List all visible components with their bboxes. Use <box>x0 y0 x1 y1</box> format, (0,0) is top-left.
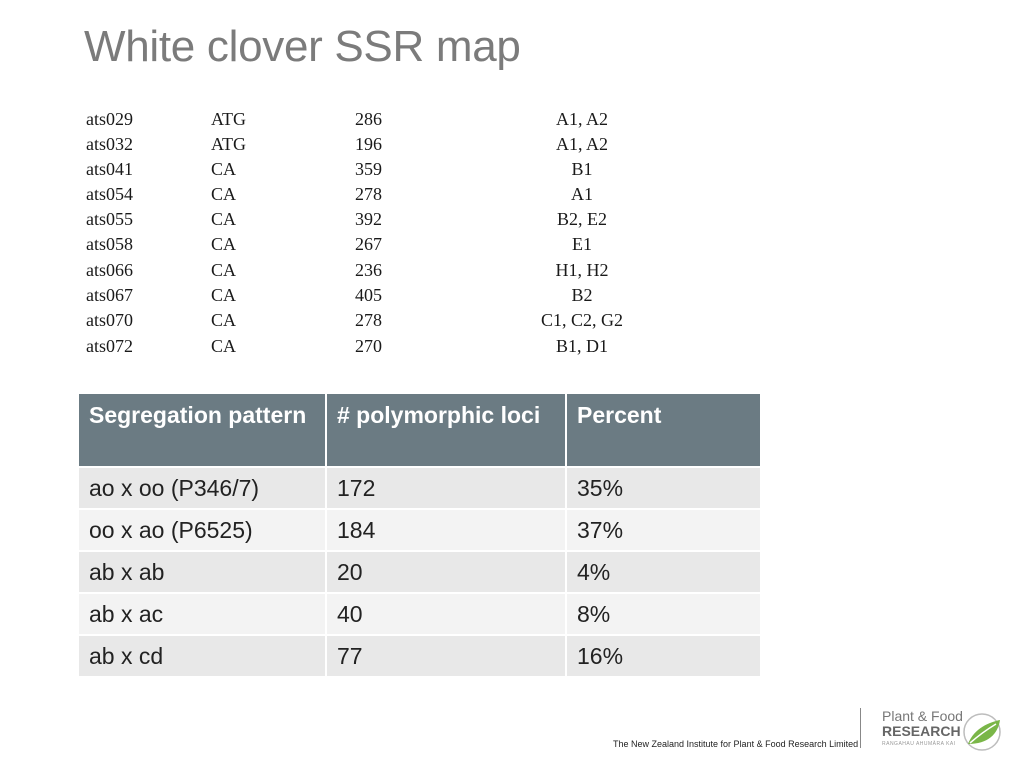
ssr-locus: ats054 <box>86 184 133 204</box>
ssr-row <box>72 336 650 361</box>
ssr-row <box>72 209 650 234</box>
slide-title: White clover SSR map <box>84 22 521 71</box>
header-percent: Percent <box>567 394 760 466</box>
ssr-size: 278 <box>355 310 382 330</box>
ssr-locus: ats032 <box>86 134 133 154</box>
table-row <box>79 468 760 508</box>
ssr-linkage-group: H1, H2 <box>555 260 609 280</box>
ssr-size: 359 <box>355 159 382 179</box>
table-row <box>79 594 760 634</box>
ssr-locus: ats066 <box>86 260 133 280</box>
ssr-motif: CA <box>211 184 237 204</box>
ssr-size: 196 <box>355 134 382 154</box>
ssr-row <box>72 285 650 310</box>
ssr-linkage-group: B2 <box>571 285 593 305</box>
ssr-motif: ATG <box>211 134 246 154</box>
ssr-motif: CA <box>211 159 237 179</box>
footer-divider <box>860 708 861 748</box>
table-row <box>79 552 760 592</box>
ssr-size: 267 <box>355 234 382 254</box>
ssr-motif: CA <box>211 285 237 305</box>
ssr-motif: CA <box>211 336 237 356</box>
ssr-size: 286 <box>355 109 382 129</box>
ssr-locus: ats041 <box>86 159 133 179</box>
cell-pattern: ab x ab <box>79 552 325 592</box>
ssr-row <box>72 234 650 259</box>
ssr-size: 270 <box>355 336 382 356</box>
ssr-linkage-group: B1, D1 <box>555 336 608 356</box>
ssr-motif: CA <box>211 310 237 330</box>
cell-pattern: ab x cd <box>79 636 325 676</box>
ssr-linkage-group: A1, A2 <box>555 109 608 129</box>
cell-percent: 8% <box>567 594 760 634</box>
plant-and-food-leaf-icon <box>960 710 1004 754</box>
ssr-locus: ats067 <box>86 285 133 305</box>
ssr-locus: ats072 <box>86 336 133 356</box>
ssr-linkage-group: C1, C2, G2 <box>540 310 623 330</box>
cell-pattern: oo x ao (P6525) <box>79 510 325 550</box>
cell-loci: 40 <box>327 594 565 634</box>
table-row <box>79 636 760 676</box>
ssr-row <box>72 260 650 285</box>
ssr-motif: CA <box>211 209 237 229</box>
ssr-linkage-group: E1 <box>572 234 592 254</box>
ssr-size: 405 <box>355 285 382 305</box>
cell-loci: 77 <box>327 636 565 676</box>
cell-pattern: ao x oo (P346/7) <box>79 468 325 508</box>
ssr-row <box>72 134 650 159</box>
ssr-row <box>72 310 650 335</box>
ssr-size: 392 <box>355 209 382 229</box>
logo-text-plant-food: Plant & Food <box>882 708 963 724</box>
cell-loci: 184 <box>327 510 565 550</box>
segregation-table <box>77 392 762 678</box>
footer-institute-name: The New Zealand Institute for Plant & Food Research Limited <box>613 739 859 749</box>
cell-percent: 16% <box>567 636 760 676</box>
cell-percent: 35% <box>567 468 760 508</box>
ssr-size: 236 <box>355 260 382 280</box>
header-segregation-pattern: Segregation pattern <box>79 394 325 466</box>
cell-loci: 172 <box>327 468 565 508</box>
segregation-table-header <box>79 394 760 466</box>
ssr-locus: ats029 <box>86 109 133 129</box>
ssr-linkage-group: A1 <box>571 184 593 204</box>
ssr-linkage-group: A1, A2 <box>555 134 608 154</box>
ssr-motif: CA <box>211 260 237 280</box>
ssr-motif: ATG <box>211 109 246 129</box>
header-polymorphic-loci: # polymorphic loci <box>327 394 565 466</box>
table-row <box>79 510 760 550</box>
plant-and-food-logo <box>880 706 1010 754</box>
ssr-row <box>72 184 650 209</box>
ssr-marker-table <box>72 109 650 361</box>
ssr-motif: CA <box>211 234 237 254</box>
ssr-locus: ats055 <box>86 209 133 229</box>
ssr-row <box>72 159 650 184</box>
ssr-size: 278 <box>355 184 382 204</box>
logo-text-research: RESEARCH <box>882 723 961 739</box>
ssr-locus: ats058 <box>86 234 133 254</box>
ssr-linkage-group: B1 <box>571 159 593 179</box>
ssr-linkage-group: B2, E2 <box>556 209 607 229</box>
cell-pattern: ab x ac <box>79 594 325 634</box>
cell-percent: 4% <box>567 552 760 592</box>
ssr-row <box>72 109 650 134</box>
cell-percent: 37% <box>567 510 760 550</box>
logo-text-maori: RANGAHAU AHUMĀRA KAI <box>882 741 956 747</box>
ssr-locus: ats070 <box>86 310 133 330</box>
cell-loci: 20 <box>327 552 565 592</box>
